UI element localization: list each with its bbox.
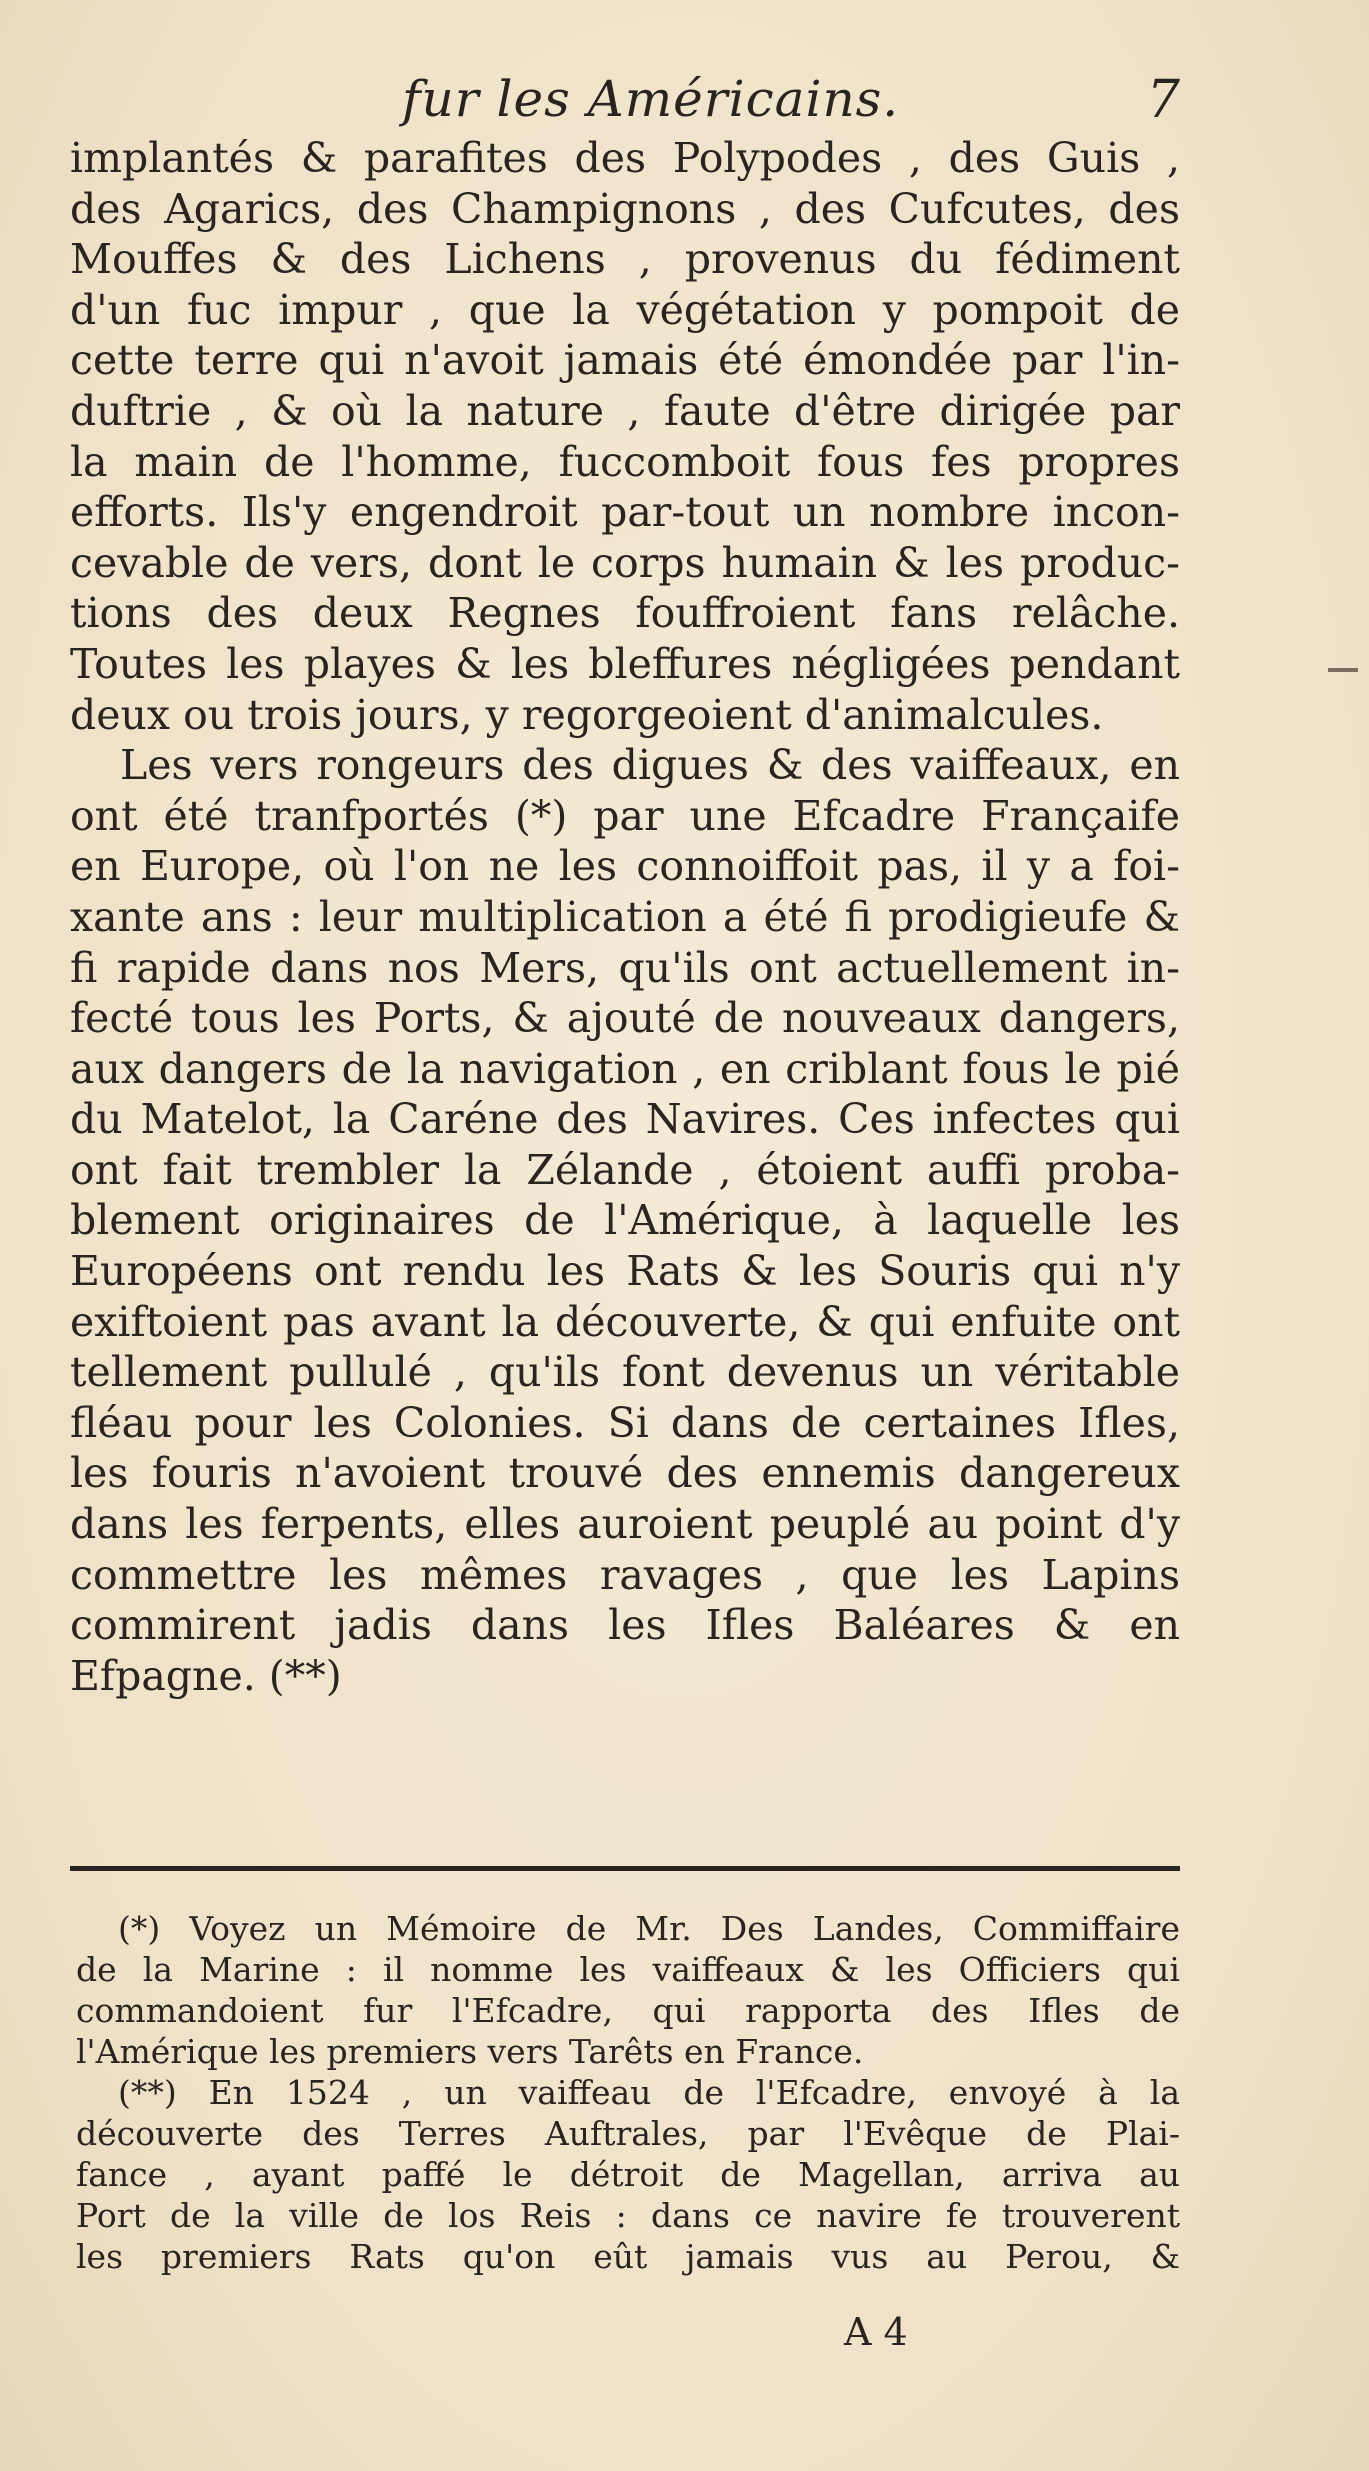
text-line: la main de l'homme, fuccomboit fous fes propres — [70, 437, 1180, 486]
text-line: duftrie , & où la nature , faute d'être dirigée par — [70, 386, 1180, 435]
text-line: les fouris n'avoient trouvé des ennemis dangereux — [70, 1449, 1180, 1498]
page-number: 7 — [1146, 70, 1180, 130]
footnote-line: commandoient fur l'Efcadre, qui rapporta des Ifles de — [76, 1991, 1180, 2030]
text-line: dans les ferpents, elles auroient peuplé au point d'y — [70, 1500, 1180, 1549]
text-line: efforts. Ils'y engendroit par-tout un nombre incon- — [70, 488, 1180, 537]
text-line: Efpagne. (**) — [70, 1651, 342, 1700]
footnote-line: découverte des Terres Auftrales, par l'Evêque de Plai- — [76, 2114, 1180, 2153]
footnotes — [76, 1908, 1180, 2277]
text-line: Les vers rongeurs des digues & des vaiffeaux, en — [120, 741, 1180, 790]
margin-mark — [1328, 668, 1358, 672]
text-line: des Agarics, des Champignons , des Cufcutes, des — [70, 184, 1180, 233]
text-line: xante ans : leur multiplication a été fi prodigieufe & — [70, 892, 1180, 941]
text-line: exiftoient pas avant la découverte, & qui enfuite ont — [70, 1297, 1180, 1346]
text-line: tellement pullulé , qu'ils font devenus un véritable — [70, 1348, 1180, 1397]
text-line: deux ou trois jours, y regorgeoient d'animalcules. — [70, 690, 1104, 739]
text-line: du Matelot, la Caréne des Navires. Ces infectes qui — [70, 1095, 1180, 1144]
text-line: fecté tous les Ports, & ajouté de nouveaux dangers, — [70, 994, 1180, 1043]
text-line: blement originaires de l'Amérique, à laquelle les — [70, 1196, 1180, 1245]
text-line: cette terre qui n'avoit jamais été émondée par l'in- — [70, 336, 1180, 385]
footnote-line: les premiers Rats qu'on eût jamais vus au Perou, & — [76, 2237, 1180, 2276]
text-line: implantés & parafites des Polypodes , des Guis , — [70, 134, 1180, 182]
footnote-line: (*) Voyez un Mémoire de Mr. Des Landes, Commiffaire — [118, 1909, 1180, 1948]
text-line: aux dangers de la navigation , en criblant fous le pié — [70, 1044, 1180, 1093]
text-line: tions des deux Regnes fouffroient fans relâche. — [70, 589, 1180, 638]
text-line: d'un fuc impur , que la végétation y pompoit de — [70, 285, 1180, 334]
text-line: commirent jadis dans les Ifles Baléares & en — [70, 1601, 1180, 1650]
text-line: cevable de vers, dont le corps humain & les produc- — [70, 538, 1180, 587]
footnote-line: Port de la ville de los Reis : dans ce navire fe trouverent — [76, 2196, 1180, 2235]
text-line: fléau pour les Colonies. Si dans de certaines Ifles, — [70, 1398, 1180, 1447]
footnote-line: de la Marine : il nomme les vaiffeaux & les Officiers qui — [76, 1950, 1180, 1989]
signature-mark: A 4 — [844, 2310, 908, 2354]
text-line: Européens ont rendu les Rats & les Souris qui n'y — [70, 1247, 1180, 1296]
text-line: fi rapide dans nos Mers, qu'ils ont actuellement in- — [70, 943, 1180, 992]
page-header — [60, 70, 1180, 140]
footnote-line: (**) En 1524 , un vaiffeau de l'Efcadre, envoyé à la — [118, 2073, 1180, 2112]
text-line: Mouffes & des Lichens , provenus du fédiment — [70, 235, 1180, 284]
text-line: Toutes les playes & les bleffures négligées pendant — [70, 639, 1180, 688]
footnote-line: fance , ayant paffé le détroit de Magellan, arriva au — [76, 2155, 1180, 2194]
footnote-line: l'Amérique les premiers vers Tarêts en France. — [76, 2032, 864, 2071]
text-line: en Europe, où l'on ne les connoiffoit pas, il y a foi- — [70, 842, 1180, 891]
running-head: fur les Américains. — [402, 70, 900, 128]
text-line: ont été tranfportés (*) par une Efcadre Françaife — [70, 791, 1180, 840]
footnote-rule — [70, 1866, 1180, 1871]
text-line: ont fait trembler la Zélande , étoient auffi proba- — [70, 1145, 1180, 1194]
main-text — [70, 133, 1180, 1701]
text-line: commettre les mêmes ravages , que les Lapins — [70, 1550, 1180, 1599]
